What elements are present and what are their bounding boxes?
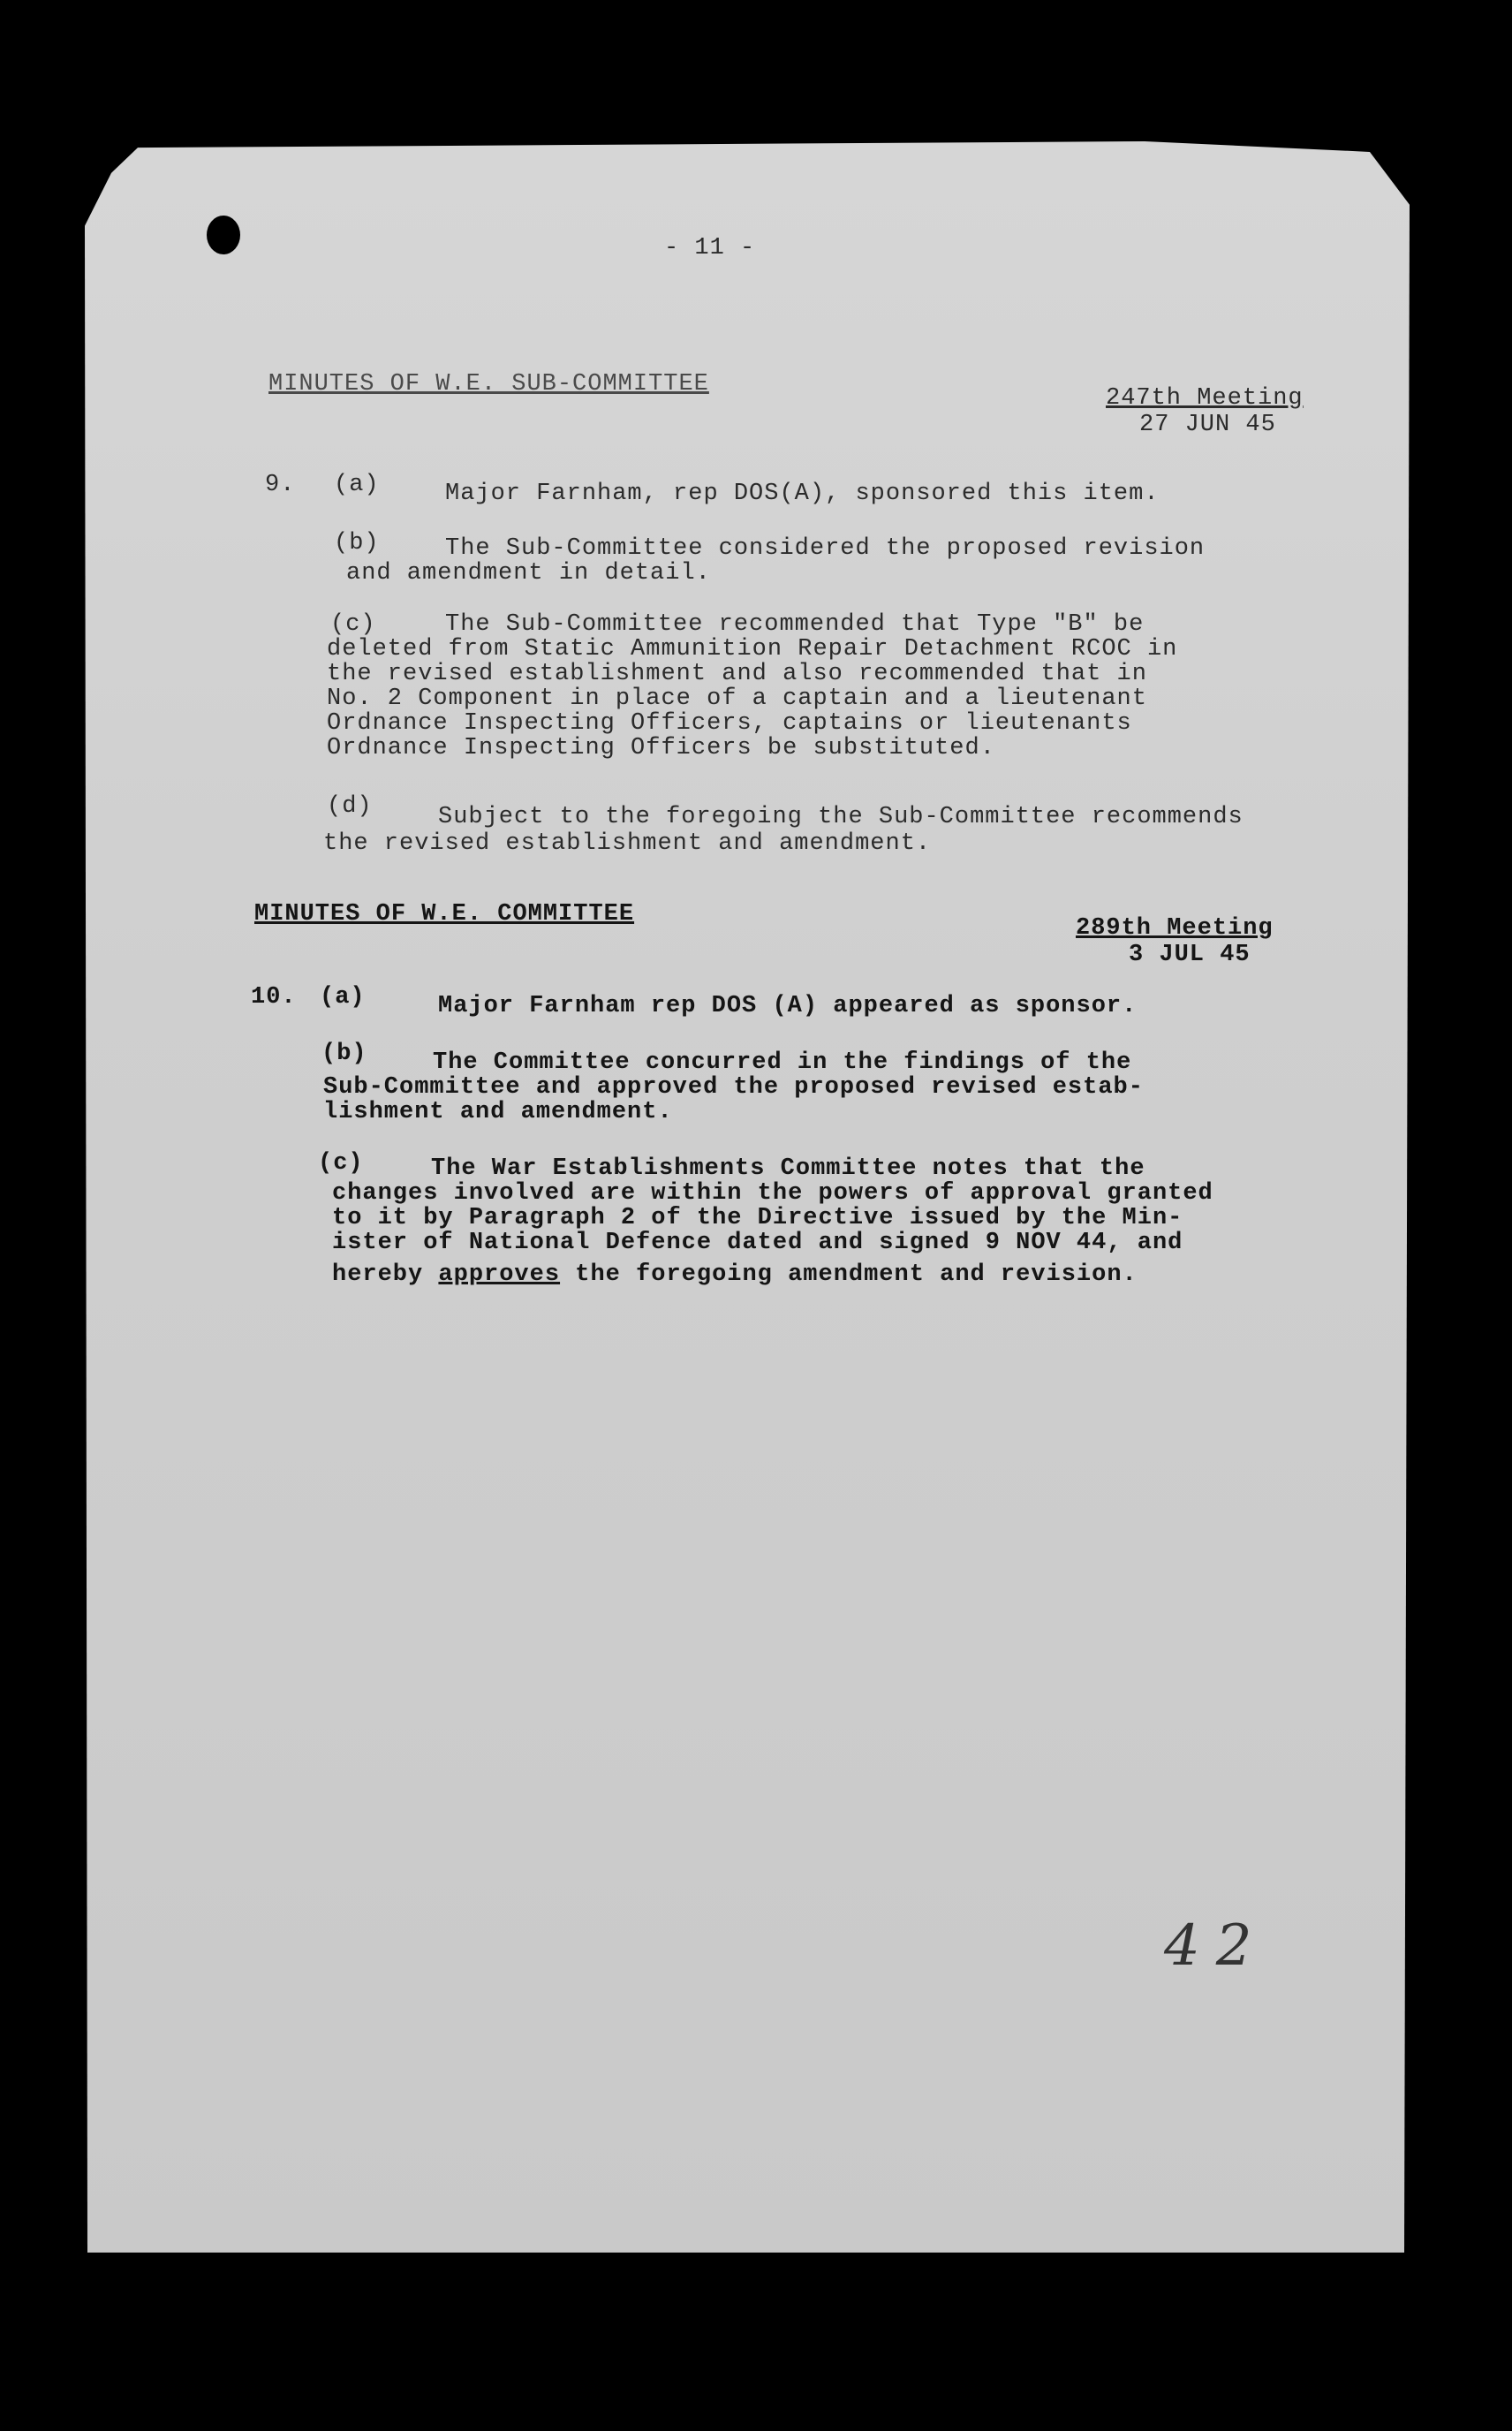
item-10c-label: (c) (318, 1150, 364, 1177)
item-10c-line: to it by Paragraph 2 of the Directive issued by the Min- (332, 1205, 1183, 1231)
item-9d-line: the revised establishment and amendment. (323, 830, 932, 857)
item-9b-line: and amendment in detail. (346, 560, 711, 587)
item-10-number: 10. (251, 984, 297, 1011)
item-10c-line: changes involved are within the powers of approval granted (332, 1180, 1213, 1207)
item-10b-label: (b) (321, 1041, 367, 1067)
item-10a-line: Major Farnham rep DOS (A) appeared as sponsor. (438, 993, 1138, 1019)
punch-hole (207, 216, 240, 254)
committee-meeting: 289th Meeting (1076, 915, 1274, 942)
item-9d-label: (d) (327, 793, 373, 820)
handwritten-folio-number: 42 (1164, 1913, 1268, 1979)
last-line-before: hereby (332, 1261, 439, 1288)
committee-date: 3 JUL 45 (1129, 942, 1251, 968)
item-10b-line: Sub-Committee and approved the proposed revised estab- (323, 1074, 1144, 1101)
item-9c-line: Ordnance Inspecting Officers be substituted. (327, 735, 995, 761)
page-number: - 11 - (664, 235, 756, 261)
item-10c-last-line (332, 1261, 1138, 1288)
sub-committee-heading: MINUTES OF W.E. SUB-COMMITTEE (268, 371, 709, 398)
last-line-after: the foregoing amendment and revision. (560, 1261, 1138, 1288)
item-9b-line: The Sub-Committee considered the proposed revision (445, 535, 1206, 562)
item-9a-line: Major Farnham, rep DOS(A), sponsored this item. (445, 481, 1160, 507)
item-10b-line: The Committee concurred in the findings of the (433, 1049, 1132, 1076)
item-10c-line: The War Establishments Committee notes that the (431, 1155, 1145, 1182)
item-9c-line: the revised establishment and also recommended that in (327, 661, 1147, 687)
item-10a-label: (a) (320, 984, 366, 1011)
item-9d-line: Subject to the foregoing the Sub-Committee recommends (438, 804, 1244, 830)
item-10b-line: lishment and amendment. (323, 1099, 673, 1125)
committee-heading: MINUTES OF W.E. COMMITTEE (254, 901, 635, 928)
item-10c-line: ister of National Defence dated and signed 9 NOV 44, and (332, 1230, 1183, 1256)
item-9c-line: deleted from Static Ammunition Repair Detachment RCOC in (327, 636, 1178, 663)
approves-emphasis: approves (438, 1261, 561, 1288)
item-9c-line: No. 2 Component in place of a captain and a lieutenant (327, 685, 1147, 712)
item-9-number: 9. (265, 472, 296, 498)
item-9c-line: The Sub-Committee recommended that Type "B" be (445, 611, 1145, 638)
item-9b-label: (b) (334, 530, 380, 557)
item-9a-label: (a) (334, 472, 380, 498)
item-9c-label: (c) (330, 611, 376, 638)
item-9c-line: Ordnance Inspecting Officers, captains or lieutenants (327, 710, 1132, 737)
sub-committee-date: 27 JUN 45 (1139, 412, 1276, 438)
sub-committee-meeting: 247th Meeting (1106, 385, 1304, 412)
